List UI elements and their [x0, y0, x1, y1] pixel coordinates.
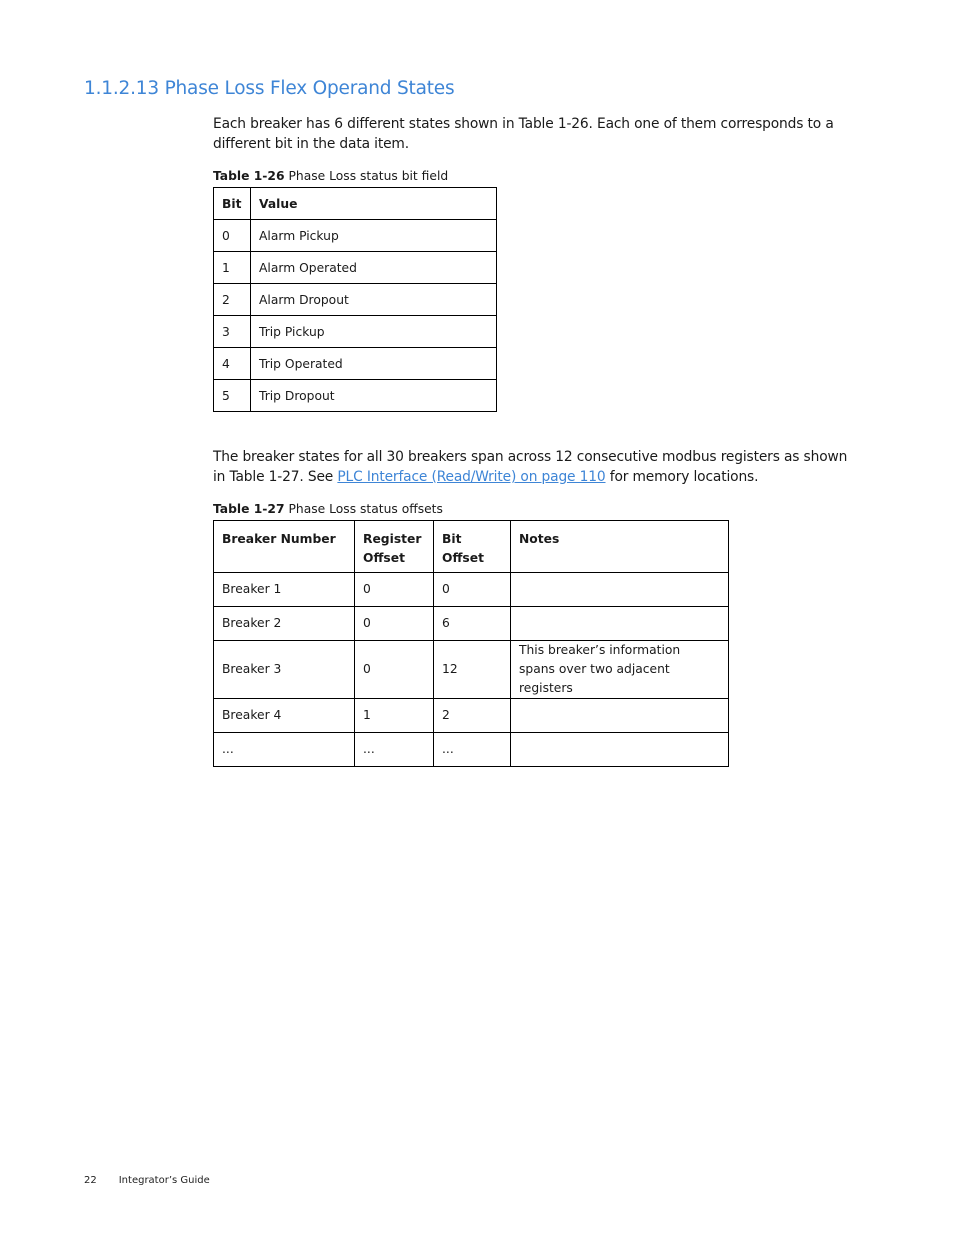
register-offset-cell: 1	[355, 699, 434, 733]
value-cell: Alarm Dropout	[251, 284, 497, 316]
table-label: Table 1-27	[213, 502, 285, 516]
table-row	[214, 573, 729, 607]
value-cell: Trip Pickup	[251, 316, 497, 348]
table-caption-text: Phase Loss status offsets	[288, 502, 443, 516]
register-offset-cell: 0	[355, 607, 434, 641]
bit-offset-cell: 12	[434, 641, 511, 699]
table-row	[214, 380, 497, 412]
table-label: Table 1-26	[213, 169, 285, 183]
bit-cell: 3	[214, 316, 251, 348]
notes-cell	[511, 573, 729, 607]
column-header-value: Value	[251, 188, 497, 220]
bit-offset-cell: 2	[434, 699, 511, 733]
table-row	[214, 607, 729, 641]
register-offset-cell: ...	[355, 733, 434, 767]
table-row	[214, 220, 497, 252]
table-1-27-caption	[213, 502, 443, 516]
table-1-26	[213, 187, 497, 412]
table-row	[214, 252, 497, 284]
table-row	[214, 316, 497, 348]
notes-cell	[511, 733, 729, 767]
table-header-row	[214, 188, 497, 220]
column-header-bit: Bit	[214, 188, 251, 220]
paragraph-text-end: for memory locations.	[605, 469, 759, 485]
value-cell: Trip Operated	[251, 348, 497, 380]
intro-paragraph: Each breaker has 6 different states shown in Table 1-26. Each one of them corresponds to a different bit in the data item.	[213, 116, 834, 152]
section-heading: 1.1.2.13 Phase Loss Flex Operand States	[84, 78, 455, 99]
breaker-states-paragraph	[213, 447, 853, 487]
column-header-breaker-number: Breaker Number	[214, 521, 355, 573]
value-cell: Alarm Pickup	[251, 220, 497, 252]
breaker-cell: ...	[214, 733, 355, 767]
breaker-cell: Breaker 4	[214, 699, 355, 733]
column-header-bit-offset: Bit Offset	[434, 521, 511, 573]
bit-offset-cell: 6	[434, 607, 511, 641]
paragraph-text: The breaker states for all 30 breakers span across 12 consecutive modbus registers as shown in Table 1-27. See	[213, 449, 848, 485]
document-title: Integrator’s Guide	[118, 1175, 210, 1186]
bit-cell: 4	[214, 348, 251, 380]
plc-interface-link[interactable]: PLC Interface (Read/Write) on page 110	[337, 469, 606, 485]
table-row	[214, 348, 497, 380]
table-row	[214, 284, 497, 316]
notes-cell: This breaker’s information spans over two adjacent registers	[511, 641, 729, 699]
page-number: 22	[84, 1175, 97, 1186]
register-offset-cell: 0	[355, 641, 434, 699]
notes-cell	[511, 607, 729, 641]
bit-cell: 1	[214, 252, 251, 284]
table-header-row	[214, 521, 729, 573]
table-caption-text: Phase Loss status bit field	[288, 169, 449, 183]
breaker-cell: Breaker 2	[214, 607, 355, 641]
bit-cell: 2	[214, 284, 251, 316]
page-footer	[84, 1175, 232, 1186]
bit-offset-cell: 0	[434, 573, 511, 607]
value-cell: Trip Dropout	[251, 380, 497, 412]
bit-cell: 0	[214, 220, 251, 252]
column-header-register-offset: Register Offset	[355, 521, 434, 573]
value-cell: Alarm Operated	[251, 252, 497, 284]
bit-cell: 5	[214, 380, 251, 412]
table-row	[214, 699, 729, 733]
register-offset-cell: 0	[355, 573, 434, 607]
column-header-notes: Notes	[511, 521, 729, 573]
bit-offset-cell: ...	[434, 733, 511, 767]
breaker-cell: Breaker 3	[214, 641, 355, 699]
table-1-26-caption	[213, 169, 448, 183]
table-row	[214, 733, 729, 767]
table-1-27	[213, 520, 729, 767]
table-row	[214, 641, 729, 699]
breaker-cell: Breaker 1	[214, 573, 355, 607]
notes-cell	[511, 699, 729, 733]
